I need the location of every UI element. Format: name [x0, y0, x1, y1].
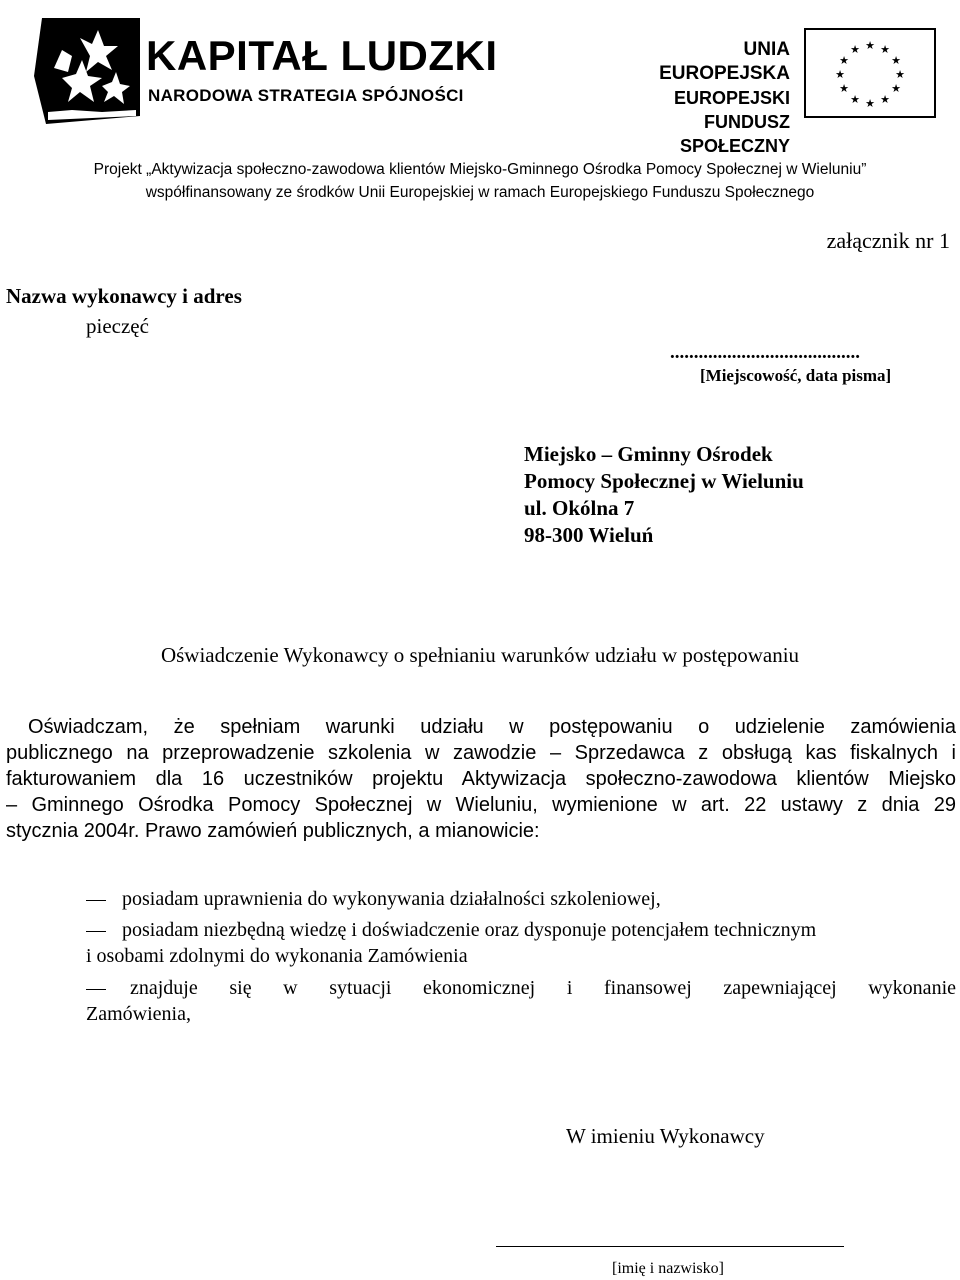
dash-icon [86, 900, 106, 901]
svg-text:★: ★ [891, 82, 901, 95]
svg-text:★: ★ [839, 82, 849, 95]
condition-item-3 [86, 975, 956, 1001]
signature-line [496, 1246, 844, 1247]
condition-item-1 [86, 886, 956, 912]
eu-flag-icon [804, 28, 936, 118]
condition-1-text: posiadam uprawnienia do wykonywania działalności szkoleniowej, [122, 888, 661, 910]
signature-label: W imieniu Wykonawcy [566, 1124, 765, 1148]
kapital-ludzki-subtitle: NARODOWA STRATEGIA SPÓJNOŚCI [148, 86, 464, 105]
dash-icon [86, 931, 106, 932]
condition-2-text-line-2: i osobami zdolnymi do wykonania Zamówienia [86, 945, 468, 967]
document-title: Oświadczenie Wykonawcy o spełnianiu warunków udziału w postępowaniu [160, 643, 800, 667]
svg-text:★: ★ [850, 93, 860, 106]
place-date-label: [Miejscowość, data pisma] [700, 366, 892, 385]
svg-text:★: ★ [835, 68, 845, 81]
condition-2-text-line-1: posiadam niezbędną wiedzę i doświadczenie oraz dysponuje potencjałem technicznym [122, 919, 817, 941]
declaration-line-3: fakturowaniem dla 16 uczestników projektu Aktywizacja społeczno-zawodowa klientów Miejsko [6, 768, 956, 790]
eu-logo-line1: UNIA EUROPEJSKA [659, 39, 790, 84]
svg-text:★: ★ [880, 43, 890, 56]
kapital-ludzki-title: KAPITAŁ LUDZKI [146, 32, 498, 79]
declaration-line-2: publicznego na przeprowadzenie szkolenia w zawodzie – Sprzedawca z obsługą kas fiskalnych i [6, 742, 956, 764]
svg-text:★: ★ [891, 54, 901, 67]
project-line-2: współfinansowany ze środków Unii Europejskiej w ramach Europejskiego Funduszu Społecznego [145, 184, 815, 201]
recipient-line-3: ul. Okólna 7 [524, 496, 635, 520]
eu-logo-line2: EUROPEJSKI [673, 88, 790, 108]
svg-text:★: ★ [865, 97, 875, 110]
condition-item-3-continuation [86, 1001, 191, 1027]
svg-text:★: ★ [880, 93, 890, 106]
svg-text:★: ★ [895, 68, 905, 81]
eu-logo-line3: FUNDUSZ SPOŁECZNY [679, 112, 790, 156]
kapital-ludzki-star-icon [32, 16, 150, 126]
signature-caption: [imię i nazwisko] [612, 1260, 724, 1277]
place-date-dots: ........................................ [670, 342, 860, 363]
recipient-address [524, 441, 804, 549]
declaration-paragraph [6, 714, 956, 844]
eu-logo-text [616, 38, 790, 158]
condition-item-2 [86, 917, 956, 943]
declaration-line-1: Oświadczam, że spełniam warunki udziału w postępowaniu o udzielenie zamówienia [28, 716, 956, 738]
condition-3-text-line-2: Zamówienia, [86, 1003, 191, 1025]
contractor-name-address: Nazwa wykonawcy i adres [6, 284, 242, 308]
project-line-1: Projekt „Aktywizacja społeczno-zawodowa klientów Miejsko-Gminnego Ośrodka Pomocy Społecznej w Wieluniu” [93, 161, 867, 178]
svg-text:★: ★ [865, 39, 875, 52]
svg-text:★: ★ [850, 43, 860, 56]
declaration-line-5: stycznia 2004r. Prawo zamówień publicznych, a mianowicie: [6, 820, 540, 842]
dash-icon [86, 989, 106, 990]
attachment-label: załącznik nr 1 [826, 228, 950, 253]
condition-3-text-line-1: znajduje się w sytuacji ekonomicznej i finansowej zapewniającej wykonanie [130, 977, 956, 999]
recipient-line-2: Pomocy Społecznej w Wieluniu [524, 469, 804, 493]
condition-item-2-continuation [86, 943, 468, 969]
svg-text:★: ★ [839, 54, 849, 67]
project-info [0, 158, 960, 204]
recipient-line-1: Miejsko – Gminny Ośrodek [524, 442, 773, 466]
eu-logo [616, 28, 936, 156]
contractor-stamp: pieczęć [86, 314, 149, 338]
declaration-line-4: – Gminnego Ośrodka Pomocy Społecznej w Wieluniu, wymienione w art. 22 ustawy z dnia 29 [6, 794, 956, 816]
recipient-line-4: 98-300 Wieluń [524, 523, 654, 547]
kapital-ludzki-logo [32, 16, 498, 126]
